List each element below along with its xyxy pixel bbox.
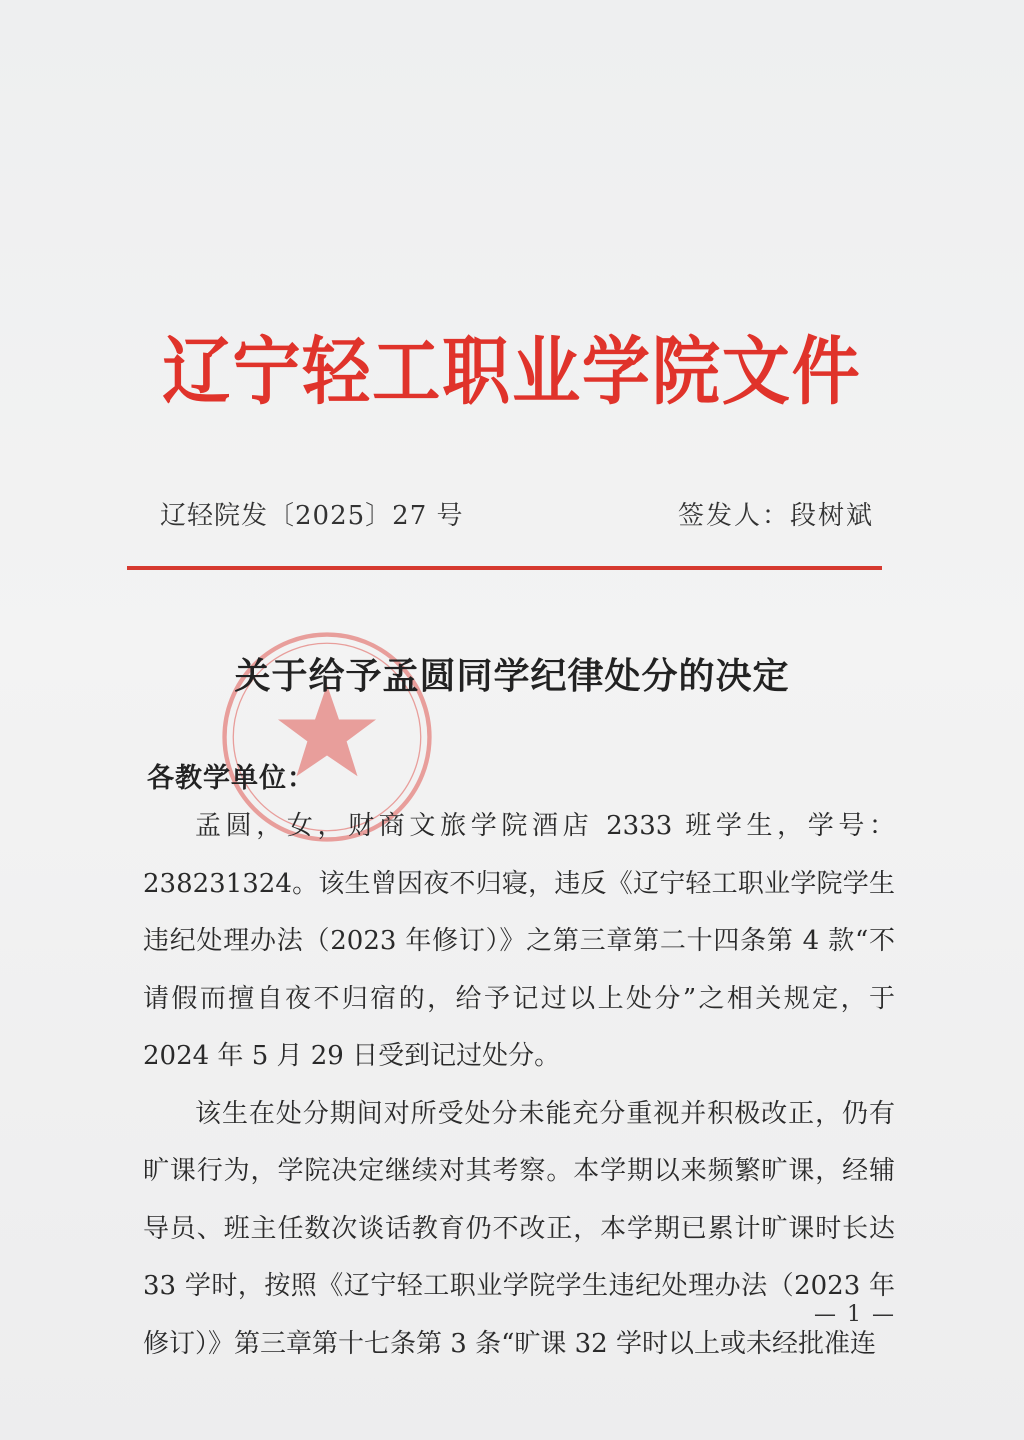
document-title: 关于给予孟圆同学纪律处分的决定 [234, 655, 790, 697]
document-body [143, 798, 895, 1373]
document-number: 辽轻院发〔2025〕27 号 [160, 501, 464, 531]
issuer-signatory: 签发人：段树斌 [677, 501, 874, 531]
body-paragraph-1: 孟圆，女，财商文旅学院酒店 2333 班学生，学号：238231324。该生曾因夜不归寝，违反《辽宁轻工职业学院学生违纪处理办法（2023 年修订）》之第三章第二十四条第 4 款“不请假而擅自夜不归宿的，给予记过以上处分”之相关规定，于 2024 年 5 月 29 日受到记过处分。 [143, 811, 895, 1071]
page-number: — 1 — [814, 1302, 896, 1327]
document-masthead: 辽宁轻工职业学院文件 [162, 329, 862, 415]
salutation: 各教学单位： [147, 763, 315, 794]
body-paragraph-2: 该生在处分期间对所受处分未能充分重视并积极改正，仍有旷课行为，学院决定继续对其考察。本学期以来频繁旷课，经辅导员、班主任数次谈话教育仍不改正，本学期已累计旷课时长达 33 学时，按照《辽宁轻工职业学院学生违纪处理办法（2023 年修订）》第三章第十七条第 3 条“旷课 32 学时以上或未经批准连 [143, 1098, 895, 1359]
red-divider-rule [127, 566, 882, 570]
